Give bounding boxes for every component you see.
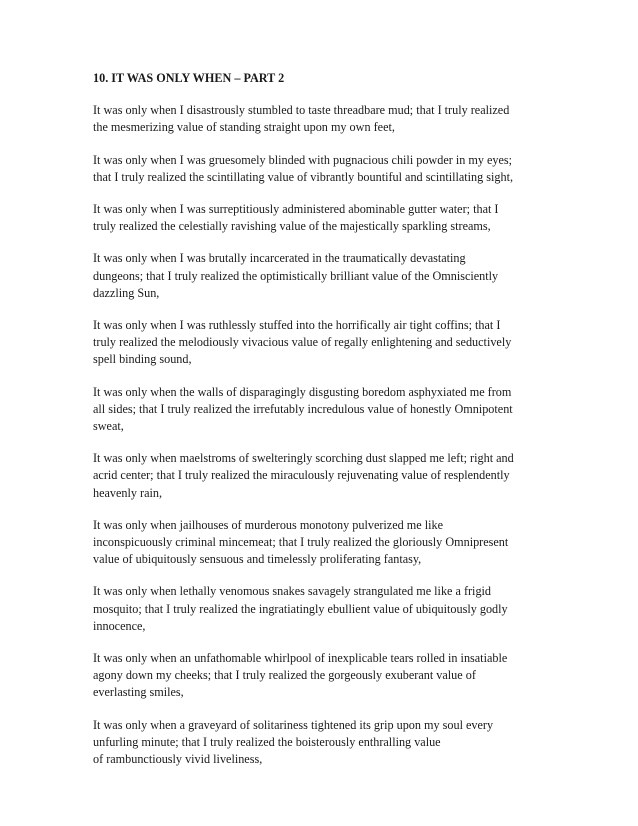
stanza-line: It was only when the walls of disparagingly disgusting boredom asphyxiated me from bbox=[93, 384, 512, 399]
poem-stanza bbox=[93, 650, 558, 702]
stanza-line: the mesmerizing value of standing straight upon my own feet, bbox=[93, 120, 395, 135]
poem-stanza bbox=[93, 384, 558, 436]
poem-body bbox=[93, 102, 558, 768]
stanza-line: It was only when lethally venomous snakes savagely strangulated me like a frigid bbox=[93, 584, 492, 599]
poem-stanza bbox=[93, 583, 558, 635]
stanza-line: truly realized the melodiously vivacious value of regally enlightening and seductively bbox=[93, 335, 512, 350]
stanza-line: mosquito; that I truly realized the ingratiatingly ebullient value of ubiquitously godly bbox=[93, 601, 508, 616]
stanza-line: unfurling minute; that I truly realized the boisterously enthralling value bbox=[93, 734, 441, 749]
stanza-line: inconspicuously criminal mincemeat; that I truly realized the gloriously Omnipresent bbox=[93, 535, 509, 550]
stanza-line: value of ubiquitously sensuous and timelessly proliferating fantasy, bbox=[93, 552, 422, 567]
stanza-line: It was only when I disastrously stumbled to taste threadbare mud; that I truly realized bbox=[93, 103, 510, 118]
stanza-line: that I truly realized the scintillating value of vibrantly bountiful and scintillating sight, bbox=[93, 169, 514, 184]
poem-stanza bbox=[93, 317, 558, 369]
stanza-line: acrid center; that I truly realized the miraculously rejuvenating value of resplendently bbox=[93, 468, 510, 483]
poem-stanza bbox=[93, 102, 558, 136]
stanza-line: of rambunctiously vivid liveliness, bbox=[93, 752, 263, 767]
stanza-line: It was only when a graveyard of solitariness tightened its grip upon my soul every bbox=[93, 717, 494, 732]
stanza-line: It was only when an unfathomable whirlpool of inexplicable tears rolled in insatiable bbox=[93, 651, 508, 666]
stanza-line: It was only when I was brutally incarcerated in the traumatically devastating bbox=[93, 251, 466, 266]
poem-stanza bbox=[93, 717, 558, 769]
poem-stanza bbox=[93, 517, 558, 569]
stanza-line: It was only when jailhouses of murderous monotony pulverized me like bbox=[93, 517, 443, 532]
stanza-line: everlasting smiles, bbox=[93, 685, 184, 700]
document-page bbox=[93, 70, 558, 783]
stanza-line: sweat, bbox=[93, 419, 124, 434]
poem-stanza bbox=[93, 152, 558, 186]
poem-stanza bbox=[93, 250, 558, 302]
stanza-line: truly realized the celestially ravishing value of the majestically sparkling streams, bbox=[93, 219, 491, 234]
stanza-line: It was only when I was ruthlessly stuffed into the horrifically air tight coffins; that I bbox=[93, 318, 501, 333]
stanza-line: all sides; that I truly realized the irrefutably incredulous value of honestly Omnipotent bbox=[93, 401, 513, 416]
stanza-line: innocence, bbox=[93, 618, 146, 633]
stanza-line: agony down my cheeks; that I truly realized the gorgeously exuberant value of bbox=[93, 668, 476, 683]
stanza-line: dazzling Sun, bbox=[93, 285, 160, 300]
stanza-line: spell binding sound, bbox=[93, 352, 192, 367]
stanza-line: It was only when maelstroms of swelteringly scorching dust slapped me left; right and bbox=[93, 451, 514, 466]
stanza-line: It was only when I was gruesomely blinded with pugnacious chili powder in my eyes; bbox=[93, 152, 513, 167]
poem-stanza bbox=[93, 201, 558, 235]
stanza-line: heavenly rain, bbox=[93, 485, 163, 500]
poem-stanza bbox=[93, 450, 558, 502]
poem-title: 10. IT WAS ONLY WHEN – PART 2 bbox=[93, 71, 285, 85]
stanza-line: dungeons; that I truly realized the optimistically brilliant value of the Omnisciently bbox=[93, 268, 499, 283]
stanza-line: It was only when I was surreptitiously administered abominable gutter water; that I bbox=[93, 202, 499, 217]
